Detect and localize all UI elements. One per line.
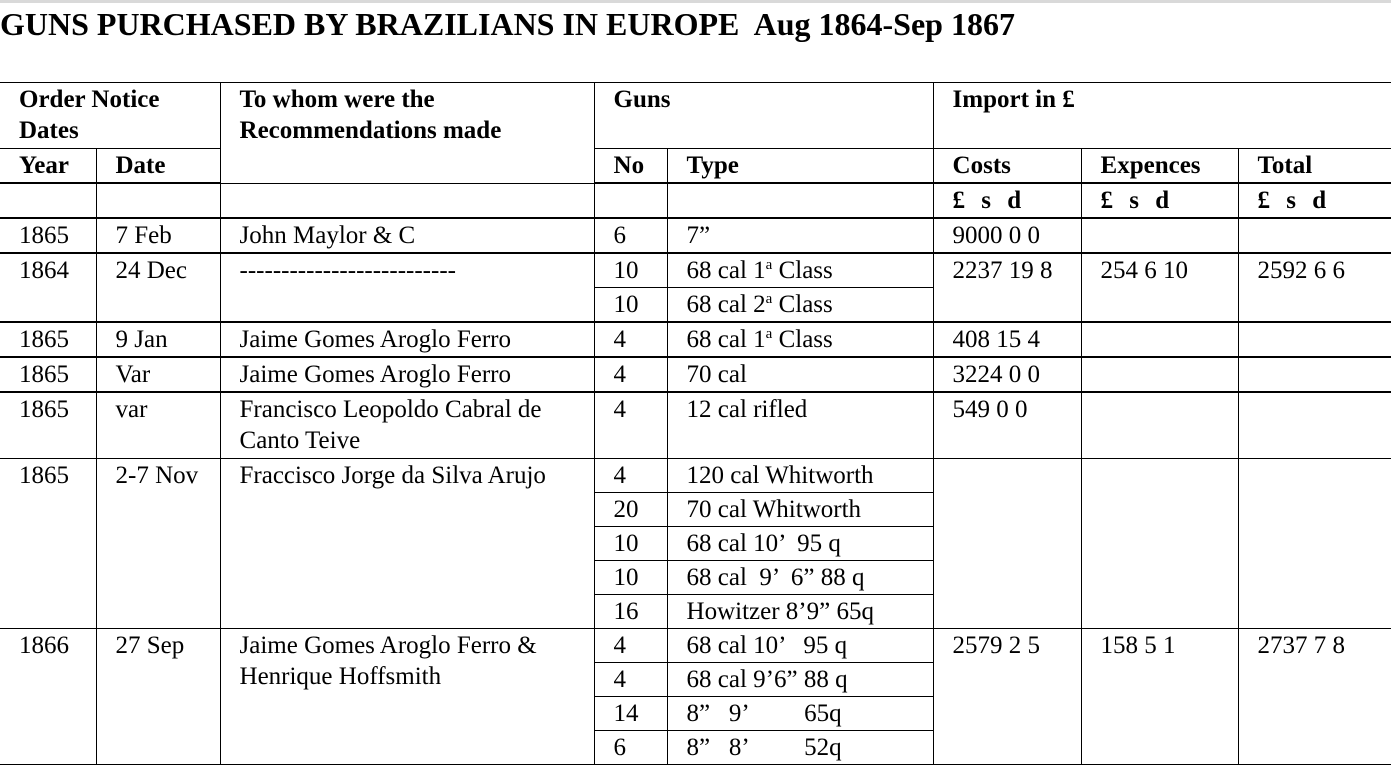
row-date: 9 Jan — [96, 322, 220, 357]
header-expences-lsd: £ s d — [1081, 183, 1238, 218]
row-gun-no: 10 — [594, 288, 667, 323]
blank-cell — [667, 183, 933, 218]
row-gun-no: 10 — [594, 560, 667, 594]
header-costs-lsd: £ s d — [933, 183, 1081, 218]
header-type: Type — [667, 149, 933, 184]
row-gun-type: Howitzer 8’9” 65q — [667, 594, 933, 628]
header-guns: Guns — [594, 83, 933, 149]
row-gun-type: 12 cal rifled — [667, 392, 933, 458]
row-gun-no: 14 — [594, 696, 667, 730]
row-date: 27 Sep — [96, 628, 220, 764]
row-gun-no: 4 — [594, 458, 667, 492]
row-gun-no: 6 — [594, 730, 667, 764]
row-gun-no: 4 — [594, 392, 667, 458]
row-recipient: Francisco Leopoldo Cabral de Canto Teive — [220, 392, 594, 458]
row-total — [1238, 357, 1391, 392]
header-import: Import in £ — [933, 83, 1391, 149]
row-expences — [1081, 357, 1238, 392]
header-order-notice-dates: Order Notice Dates — [0, 83, 220, 149]
row-gun-type: 120 cal Whitworth — [667, 458, 933, 492]
row-gun-type: 70 cal — [667, 357, 933, 392]
row-gun-type: 8” 8’ 52q — [667, 730, 933, 764]
row-year: 1866 — [0, 628, 96, 764]
header-to-whom: To whom were the Recommendations made — [220, 83, 594, 184]
row-costs: 2237 19 8 — [933, 253, 1081, 322]
table-row — [0, 322, 1391, 357]
row-date: Var — [96, 357, 220, 392]
header-total: Total — [1238, 149, 1391, 184]
ordinal-indicator: a — [765, 291, 773, 307]
blank-cell — [220, 183, 594, 218]
row-gun-no: 4 — [594, 357, 667, 392]
row-expences — [1081, 392, 1238, 458]
row-year: 1865 — [0, 458, 96, 628]
row-date: var — [96, 392, 220, 458]
row-costs: 3224 0 0 — [933, 357, 1081, 392]
row-date: 24 Dec — [96, 253, 220, 322]
blank-cell — [0, 183, 96, 218]
row-gun-type: 68 cal 9’6” 88 q — [667, 662, 933, 696]
row-total: 2592 6 6 — [1238, 253, 1391, 322]
row-date: 2-7 Nov — [96, 458, 220, 628]
row-costs — [933, 458, 1081, 628]
table-row — [0, 628, 1391, 662]
row-year: 1864 — [0, 253, 96, 322]
ordinal-indicator: a — [765, 326, 773, 342]
row-expences: 254 6 10 — [1081, 253, 1238, 322]
row-expences — [1081, 458, 1238, 628]
blank-cell — [96, 183, 220, 218]
row-total — [1238, 322, 1391, 357]
row-total: 2737 7 8 — [1238, 628, 1391, 764]
row-year: 1865 — [0, 357, 96, 392]
row-gun-no: 16 — [594, 594, 667, 628]
row-gun-type: 68 cal 2$^a$ Class — [667, 288, 933, 323]
guns-table — [0, 82, 1391, 765]
row-recipient: Jaime Gomes Aroglo Ferro & Henrique Hoffsmith — [220, 628, 594, 764]
row-costs: 549 0 0 — [933, 392, 1081, 458]
row-gun-no: 20 — [594, 492, 667, 526]
row-total — [1238, 218, 1391, 253]
row-gun-no: 4 — [594, 322, 667, 357]
row-gun-no: 10 — [594, 526, 667, 560]
page-title: GUNS PURCHASED BY BRAZILIANS IN EUROPE Aug 1864-Sep 1867 — [0, 6, 1015, 42]
row-gun-type: 68 cal 1$^a$ Class — [667, 322, 933, 357]
row-date: 7 Feb — [96, 218, 220, 253]
row-expences: 158 5 1 — [1081, 628, 1238, 764]
row-gun-no: 6 — [594, 218, 667, 253]
row-year: 1865 — [0, 218, 96, 253]
row-total — [1238, 392, 1391, 458]
row-year: 1865 — [0, 392, 96, 458]
header-costs: Costs — [933, 149, 1081, 184]
header-total-lsd: £ s d — [1238, 183, 1391, 218]
row-expences — [1081, 322, 1238, 357]
header-no: No — [594, 149, 667, 184]
header-year: Year — [0, 149, 96, 184]
row-gun-no: 10 — [594, 253, 667, 288]
row-costs: 9000 0 0 — [933, 218, 1081, 253]
top-border — [0, 0, 1391, 3]
row-costs: 2579 2 5 — [933, 628, 1081, 764]
row-gun-type: 68 cal 10’ 95 q — [667, 628, 933, 662]
row-gun-type: 7” — [667, 218, 933, 253]
header-expences: Expences — [1081, 149, 1238, 184]
ordinal-indicator: a — [765, 257, 773, 273]
table-row — [0, 253, 1391, 288]
row-costs: 408 15 4 — [933, 322, 1081, 357]
row-gun-no: 4 — [594, 628, 667, 662]
table-row — [0, 458, 1391, 492]
row-gun-type: 68 cal 9’ 6” 88 q — [667, 560, 933, 594]
row-gun-type: 70 cal Whitworth — [667, 492, 933, 526]
table-row — [0, 218, 1391, 253]
row-year: 1865 — [0, 322, 96, 357]
row-recipient: Jaime Gomes Aroglo Ferro — [220, 322, 594, 357]
table-row — [0, 392, 1391, 458]
row-gun-type: 68 cal 1$^a$ Class — [667, 253, 933, 288]
row-gun-type: 68 cal 10’ 95 q — [667, 526, 933, 560]
row-recipient: John Maylor & C — [220, 218, 594, 253]
row-expences — [1081, 218, 1238, 253]
blank-cell — [594, 183, 667, 218]
table-row — [0, 357, 1391, 392]
row-recipient: Fraccisco Jorge da Silva Arujo — [220, 458, 594, 628]
row-recipient: Jaime Gomes Aroglo Ferro — [220, 357, 594, 392]
header-date: Date — [96, 149, 220, 184]
row-gun-no: 4 — [594, 662, 667, 696]
row-total — [1238, 458, 1391, 628]
row-recipient: -------------------------- — [220, 253, 594, 322]
row-gun-type: 8” 9’ 65q — [667, 696, 933, 730]
